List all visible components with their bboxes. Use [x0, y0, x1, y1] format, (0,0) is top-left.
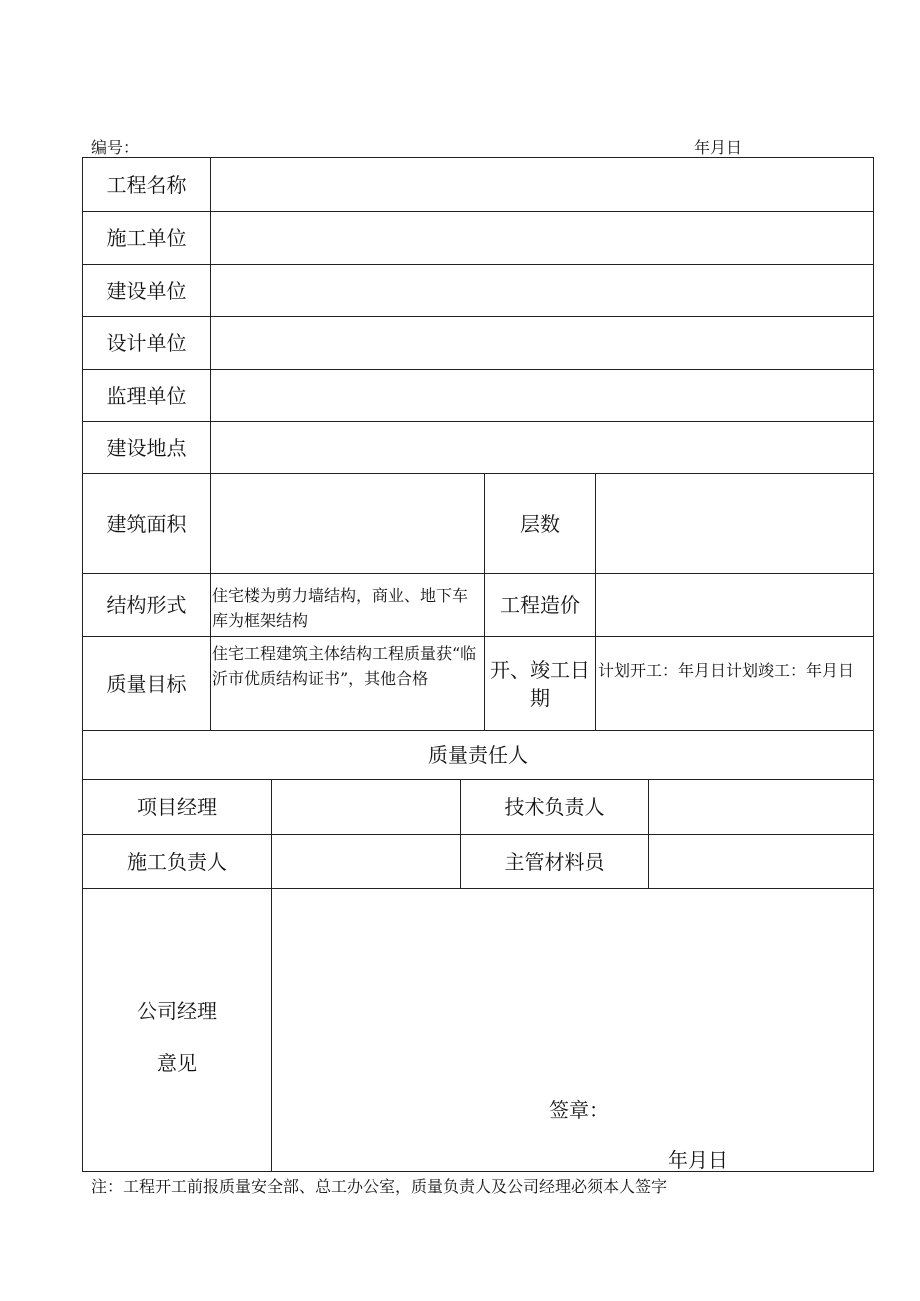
- construction-lead-label: 施工负责人: [127, 849, 227, 874]
- serial-number-label: 编号：: [91, 138, 140, 157]
- manager-opinion-label-line1: 公司经理: [137, 999, 217, 1023]
- floors-label: 层数: [520, 511, 560, 536]
- dates-label-line2: 期: [530, 685, 550, 710]
- developer-field[interactable]: [211, 265, 873, 316]
- structure-type-value: 住宅楼为剪力墙结构，商业、地下车库为框架结构: [212, 586, 469, 630]
- contractor-label: 施工单位: [106, 226, 187, 250]
- opinion-date-label: 年月日: [668, 1148, 728, 1172]
- project-name-field[interactable]: [211, 158, 873, 211]
- project-manager-label: 项目经理: [137, 795, 217, 819]
- quality-target-label: 质量目标: [106, 671, 187, 696]
- footnote: 注：工程开工前报质量安全部、总工办公室，质量负责人及公司经理必须本人签字: [91, 1177, 668, 1196]
- project-name-label: 工程名称: [106, 172, 187, 197]
- table-line: [82, 1171, 874, 1172]
- manager-opinion-label: [83, 985, 271, 1089]
- developer-label: 建设单位: [106, 278, 187, 303]
- location-label: 建设地点: [106, 435, 187, 460]
- materials-officer-field[interactable]: [649, 835, 873, 888]
- contractor-field[interactable]: [211, 212, 873, 264]
- section-title-responsible: 质量责任人: [428, 743, 528, 767]
- technical-lead-label: 技术负责人: [504, 795, 605, 819]
- supervisor-label: 监理单位: [106, 383, 187, 408]
- supervisor-field[interactable]: [211, 370, 873, 421]
- materials-officer-label: 主管材料员: [504, 849, 605, 874]
- floors-field[interactable]: [596, 474, 873, 573]
- designer-label: 设计单位: [106, 331, 187, 355]
- dates-label: [485, 637, 595, 730]
- form-date-label: 年月日: [694, 138, 743, 157]
- signature-label: 签章：: [549, 1098, 609, 1122]
- location-field[interactable]: [211, 422, 873, 473]
- planned-dates-value: 计划开工：年月日计划竣工：年月日: [598, 661, 855, 680]
- project-cost-field[interactable]: [596, 574, 873, 636]
- building-area-label: 建筑面积: [106, 511, 187, 536]
- technical-lead-field[interactable]: [649, 780, 873, 834]
- building-area-field[interactable]: [211, 474, 484, 573]
- construction-lead-field[interactable]: [272, 835, 460, 888]
- manager-opinion-label-line2: 意见: [157, 1051, 197, 1075]
- dates-label-line1: 开、竣工日: [490, 657, 590, 682]
- structure-type-label: 结构形式: [106, 593, 187, 617]
- project-cost-label: 工程造价: [500, 593, 580, 617]
- quality-target-value: 住宅工程建筑主体结构工程质量获“临沂市优质结构证书”，其他合格: [212, 644, 477, 688]
- manager-opinion-field[interactable]: [272, 889, 873, 1171]
- designer-field[interactable]: [211, 317, 873, 369]
- table-border-right: [873, 157, 874, 1172]
- project-manager-field[interactable]: [272, 780, 460, 834]
